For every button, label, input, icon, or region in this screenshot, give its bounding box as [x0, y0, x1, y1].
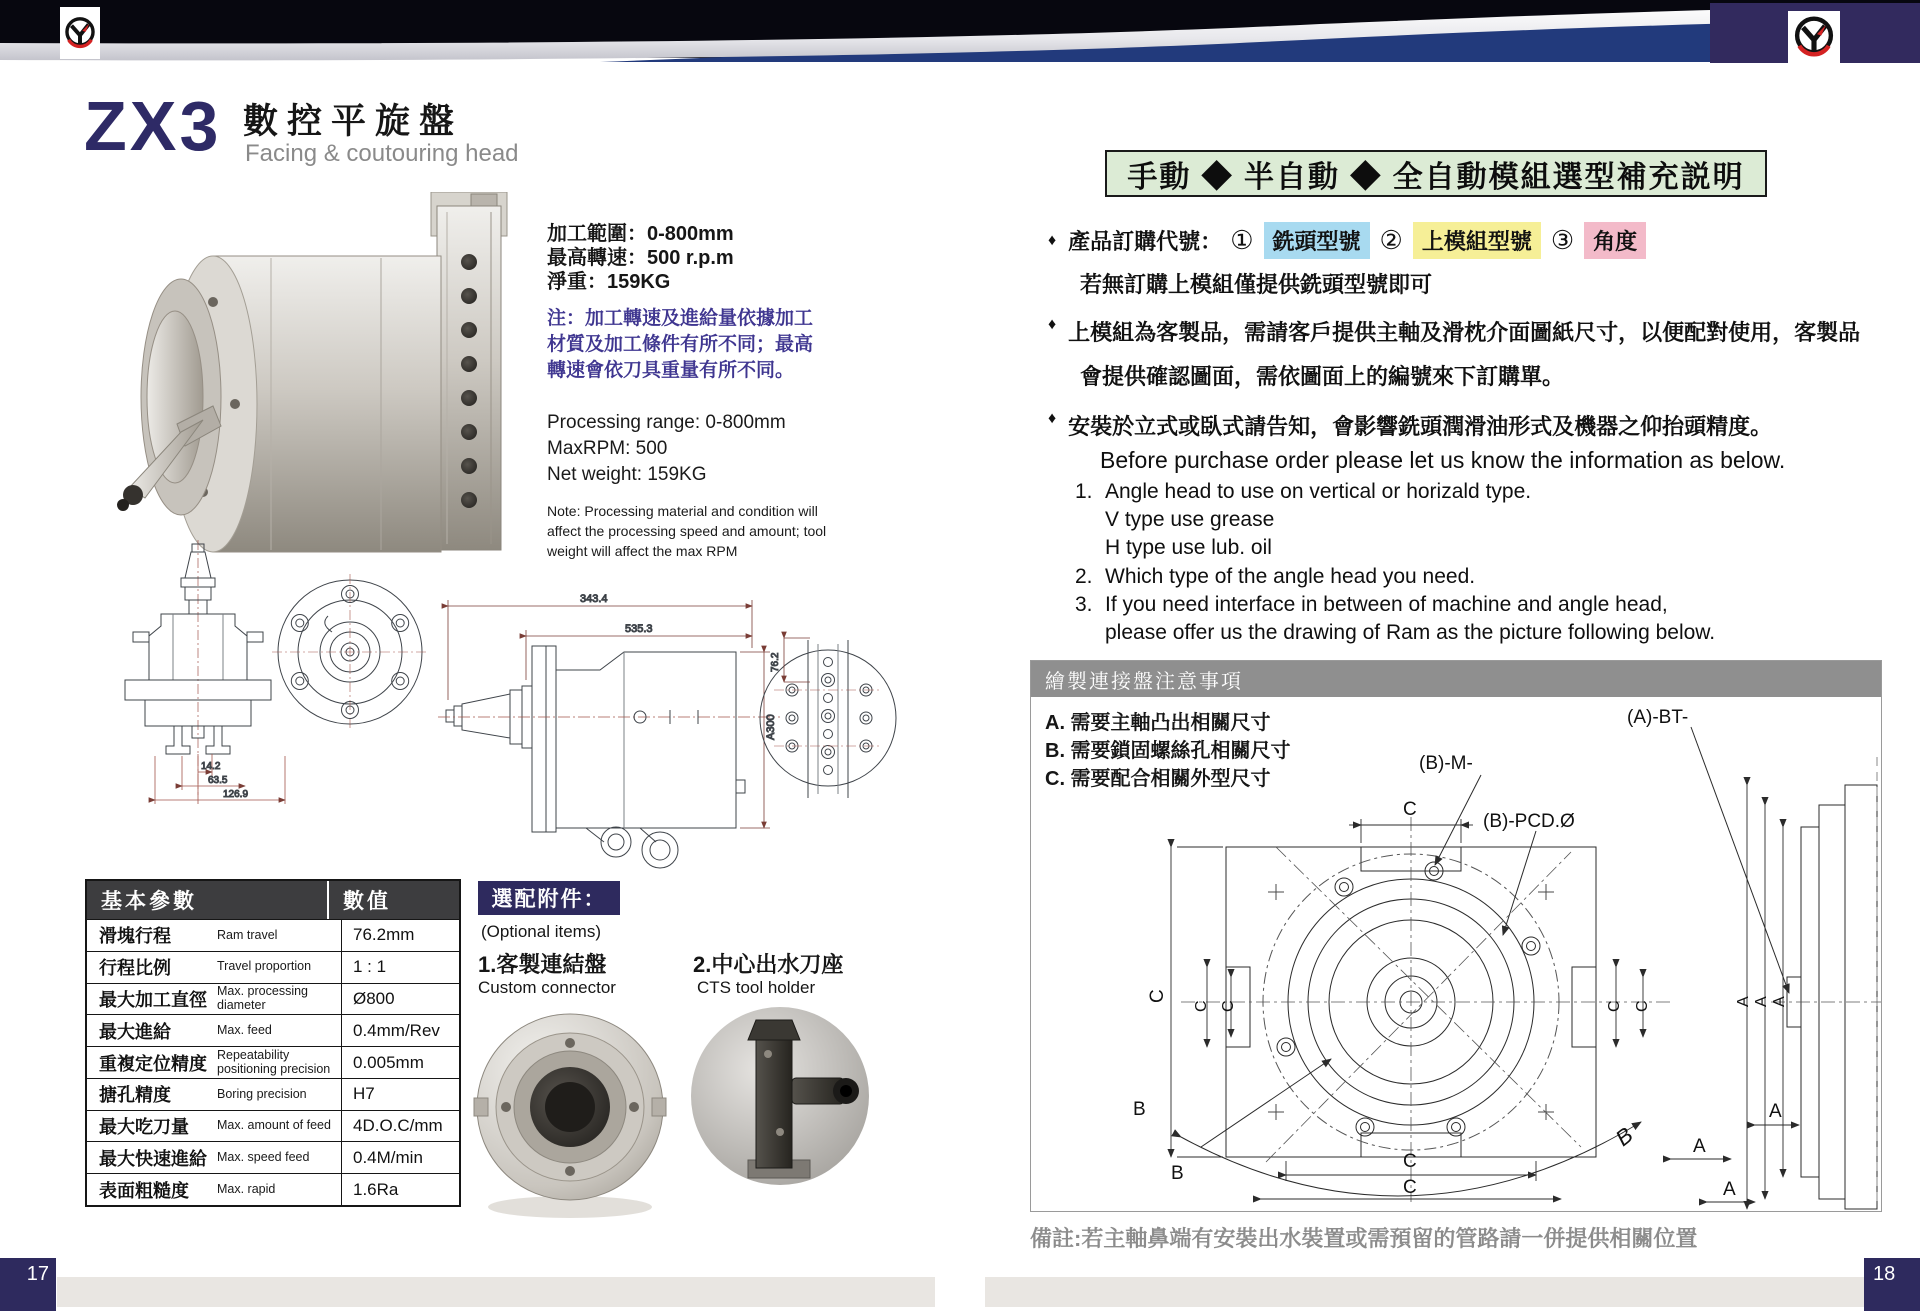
param-en: Max. speed feed	[217, 1150, 310, 1165]
slide-detail-view	[760, 638, 896, 798]
header-value: 數值	[327, 881, 459, 919]
list-text: Which type of the angle head you need.	[1105, 564, 1476, 588]
dim-c: C	[1634, 1000, 1651, 1012]
diamond-bullet-icon: ♦	[1048, 231, 1057, 249]
bullet-module-custom-line1: 上模組為客製品，需請客戶提供主軸及滑枕介面圖紙尺寸，以便配對使用，客製品	[1068, 320, 1861, 345]
dim-b: B	[1171, 1163, 1184, 1184]
list-item	[1075, 565, 1875, 593]
dim-slide: 76.2	[770, 652, 781, 672]
footer-bar-right	[985, 1277, 1864, 1307]
circled-2: ②	[1379, 225, 1403, 255]
page-number-right: 18	[1864, 1258, 1920, 1311]
list-number	[1075, 621, 1105, 649]
table-row	[87, 1078, 459, 1110]
dim-c: C	[1403, 1177, 1417, 1198]
dim-b: B	[1133, 1099, 1146, 1120]
product-model: ZX3	[84, 87, 222, 165]
technical-drawings	[80, 540, 910, 875]
param-en: Max. rapid	[217, 1181, 276, 1196]
note-en-line: weight will affect the max RPM	[547, 543, 738, 559]
circled-3: ③	[1550, 225, 1575, 255]
param-en: Max. processing diameter	[217, 984, 309, 1012]
optional-item-2-en: CTS tool holder	[697, 978, 816, 997]
circled-1: ①	[1230, 225, 1254, 255]
spec-table-header	[87, 881, 459, 919]
english-list	[1075, 480, 1875, 649]
english-heading: Before purchase order please let us know the information as below.	[1100, 447, 1786, 473]
list-text: please offer us the drawing of Ram as the picture following below.	[1105, 620, 1716, 644]
tag-angle: 角度	[1584, 222, 1646, 259]
list-text: V type use grease	[1105, 508, 1275, 532]
param-value: 76.2mm	[341, 920, 459, 951]
diamond-bullet-icon: ♦	[1048, 316, 1057, 333]
spec-table	[85, 879, 461, 1207]
footer-bar-left	[57, 1277, 935, 1307]
param-en: Repeatability positioning precision	[217, 1048, 331, 1076]
param-en: Boring precision	[217, 1086, 307, 1101]
table-row	[87, 1014, 459, 1046]
list-number: 1.	[1075, 480, 1093, 503]
param-value: Ø800	[341, 984, 459, 1015]
diamond-bullet-icon: ♦	[1048, 410, 1057, 427]
page-number-left: 17	[0, 1258, 56, 1311]
header-band	[0, 0, 1920, 96]
note-en-line: affect the processing speed and amount; tool	[547, 523, 827, 539]
dim-label: 14.2	[201, 761, 221, 772]
dim-c: C	[1403, 1151, 1417, 1172]
panel-header: 繪製連接盤注意事項	[1031, 661, 1881, 697]
param-en: Max. feed	[217, 1022, 272, 1037]
cts-tool-holder-photo	[688, 992, 873, 1207]
list-number	[1075, 508, 1105, 536]
bullet-module-custom-line2: 會提供確認圖面，需依圖面上的編號來下訂購單。	[1080, 364, 1565, 389]
note-zh-line: 材質及加工條件有所不同；最高	[547, 334, 814, 355]
dim-a: A	[1753, 996, 1770, 1007]
order-code-prefix: 產品訂購代號：	[1068, 229, 1223, 254]
list-number: 2.	[1075, 564, 1093, 588]
spec-zh	[547, 222, 897, 294]
dim-label: 126.9	[223, 789, 249, 800]
dim-c: C	[1606, 1000, 1623, 1012]
param-zh: 最大加工直徑	[99, 989, 207, 1010]
param-zh: 表面粗糙度	[99, 1180, 189, 1201]
dim-b: B	[1610, 1122, 1638, 1151]
label-bpcd: (B)-PCD.Ø	[1483, 811, 1575, 832]
dim-height: A300	[765, 714, 777, 740]
param-value: 1 : 1	[341, 952, 459, 983]
list-text: If you need interface in between of machine and angle head,	[1105, 592, 1668, 616]
param-zh: 最大吃刀量	[99, 1117, 189, 1138]
optional-item-2-zh: 2.中心出水刀座	[693, 952, 844, 977]
spec-en-weight: Net weight: 159KG	[547, 464, 707, 485]
panel-footnote: 備註:若主軸鼻端有安裝出水裝置或需預留的管路請一併提供相關位置	[1030, 1226, 1698, 1251]
spec-en	[547, 410, 897, 488]
table-row	[87, 1110, 459, 1142]
param-zh: 重複定位精度	[99, 1053, 207, 1074]
bullet-order-code	[1048, 222, 1648, 259]
dim-label: 63.5	[208, 775, 228, 786]
front-view-drawing	[125, 540, 285, 804]
brand-logo-icon	[63, 13, 97, 53]
dim-c: C	[1147, 989, 1168, 1003]
custom-connector-photo	[470, 1000, 670, 1225]
note-zh	[547, 306, 897, 384]
panel-note-a: A. 需要主軸凸出相關尺寸	[1045, 712, 1271, 734]
param-zh: 滑塊行程	[99, 926, 171, 947]
spec-text	[547, 222, 897, 561]
param-value: H7	[341, 1079, 459, 1110]
brand-logo	[60, 7, 100, 59]
dim-a: A	[1771, 996, 1788, 1007]
spec-zh-weight: 淨重：159KG	[547, 271, 671, 293]
list-number: 3.	[1075, 592, 1093, 616]
optional-item-1-en: Custom connector	[478, 978, 616, 997]
list-item	[1075, 621, 1875, 649]
optional-items-subtitle: (Optional items)	[481, 922, 601, 941]
ram-interface-drawing	[1031, 697, 1881, 1211]
optional-item-1-zh: 1.客製連結盤	[478, 952, 607, 977]
param-value: 0.005mm	[341, 1047, 459, 1078]
list-number	[1075, 536, 1105, 564]
list-item	[1075, 480, 1875, 508]
param-value: 0.4mm/Rev	[341, 1015, 459, 1046]
note-en-line: Note: Processing material and condition will	[547, 503, 818, 519]
table-row	[87, 1046, 459, 1078]
list-text: Angle head to use on vertical or horizald type.	[1105, 480, 1532, 503]
connection-plate-panel	[1030, 660, 1882, 1212]
bullet-module-custom	[1048, 316, 1878, 347]
bullet-order-code-sub: 若無訂購上模組僅提供銑頭型號即可	[1080, 272, 1433, 297]
param-zh: 行程比例	[99, 958, 171, 979]
list-text: H type use lub. oil	[1105, 536, 1272, 560]
spec-en-rpm: MaxRPM: 500	[547, 438, 668, 459]
param-value: 0.4M/min	[341, 1142, 459, 1173]
panel-note-b: B. 需要鎖固螺絲孔相關尺寸	[1045, 740, 1291, 762]
dim-a: A	[1723, 1179, 1736, 1200]
table-row	[87, 983, 459, 1015]
param-zh: 最大進給	[99, 1021, 171, 1042]
list-item	[1075, 508, 1875, 536]
list-item	[1075, 536, 1875, 564]
list-item	[1075, 593, 1875, 621]
note-zh-line: 注：加工轉速及進給量依據加工	[547, 308, 814, 329]
dim-c: C	[1403, 799, 1417, 820]
table-row	[87, 951, 459, 983]
product-photo	[85, 192, 555, 592]
label-bm: (B)-M-	[1419, 753, 1473, 774]
tag-head-model: 銑頭型號	[1264, 222, 1370, 259]
dim-a: A	[1769, 1101, 1782, 1122]
param-zh: 最大快速進給	[99, 1148, 207, 1169]
param-value: 4D.O.C/mm	[341, 1111, 459, 1142]
product-name-zh: 數控平旋盤	[243, 102, 464, 141]
product-name-en: Facing & coutouring head	[245, 140, 519, 167]
param-en: Ram travel	[217, 927, 278, 942]
dim-body: 535.3	[625, 623, 653, 635]
panel-note-c: C. 需要配合相關外型尺寸	[1045, 768, 1271, 790]
bolt-circle-view	[272, 574, 428, 730]
brand-logo-icon	[1792, 14, 1836, 60]
table-row	[87, 1141, 459, 1173]
label-abt: (A)-BT-	[1627, 707, 1689, 728]
dim-a: A	[1693, 1136, 1706, 1157]
right-page-banner: 手動 ◆ 半自動 ◆ 全自動模組選型補充説明	[1105, 150, 1767, 197]
side-view-drawing	[438, 593, 780, 868]
spec-en-range: Processing range: 0-800mm	[547, 412, 786, 433]
optional-items-title: 選配附件：	[478, 881, 620, 915]
header-param: 基本參數	[101, 890, 197, 913]
table-row	[87, 1173, 459, 1205]
brand-logo-right	[1788, 11, 1840, 63]
bullet-mounting	[1048, 410, 1772, 441]
header-swoosh	[0, 0, 1920, 96]
dim-total: 343.4	[580, 593, 608, 605]
note-zh-line: 轉速會依刀具重量有所不同。	[547, 360, 795, 381]
param-en: Travel proportion	[217, 959, 312, 974]
param-value: 1.6Ra	[341, 1174, 459, 1205]
spec-zh-rpm: 最高轉速：500 r.p.m	[547, 247, 734, 269]
param-zh: 搪孔精度	[99, 1085, 171, 1106]
bullet-mounting-text: 安裝於立式或臥式請告知，會影響銑頭潤滑油形式及機器之仰抬頭精度。	[1068, 414, 1773, 439]
param-en: Max. amount of feed	[217, 1118, 331, 1133]
table-row	[87, 919, 459, 951]
tag-module-model: 上模組型號	[1413, 222, 1541, 259]
dim-c: C	[1193, 1000, 1210, 1012]
spec-zh-range: 加工範圍：0-800mm	[547, 223, 734, 245]
dim-c: C	[1220, 1000, 1237, 1012]
dim-a: A	[1735, 996, 1752, 1007]
